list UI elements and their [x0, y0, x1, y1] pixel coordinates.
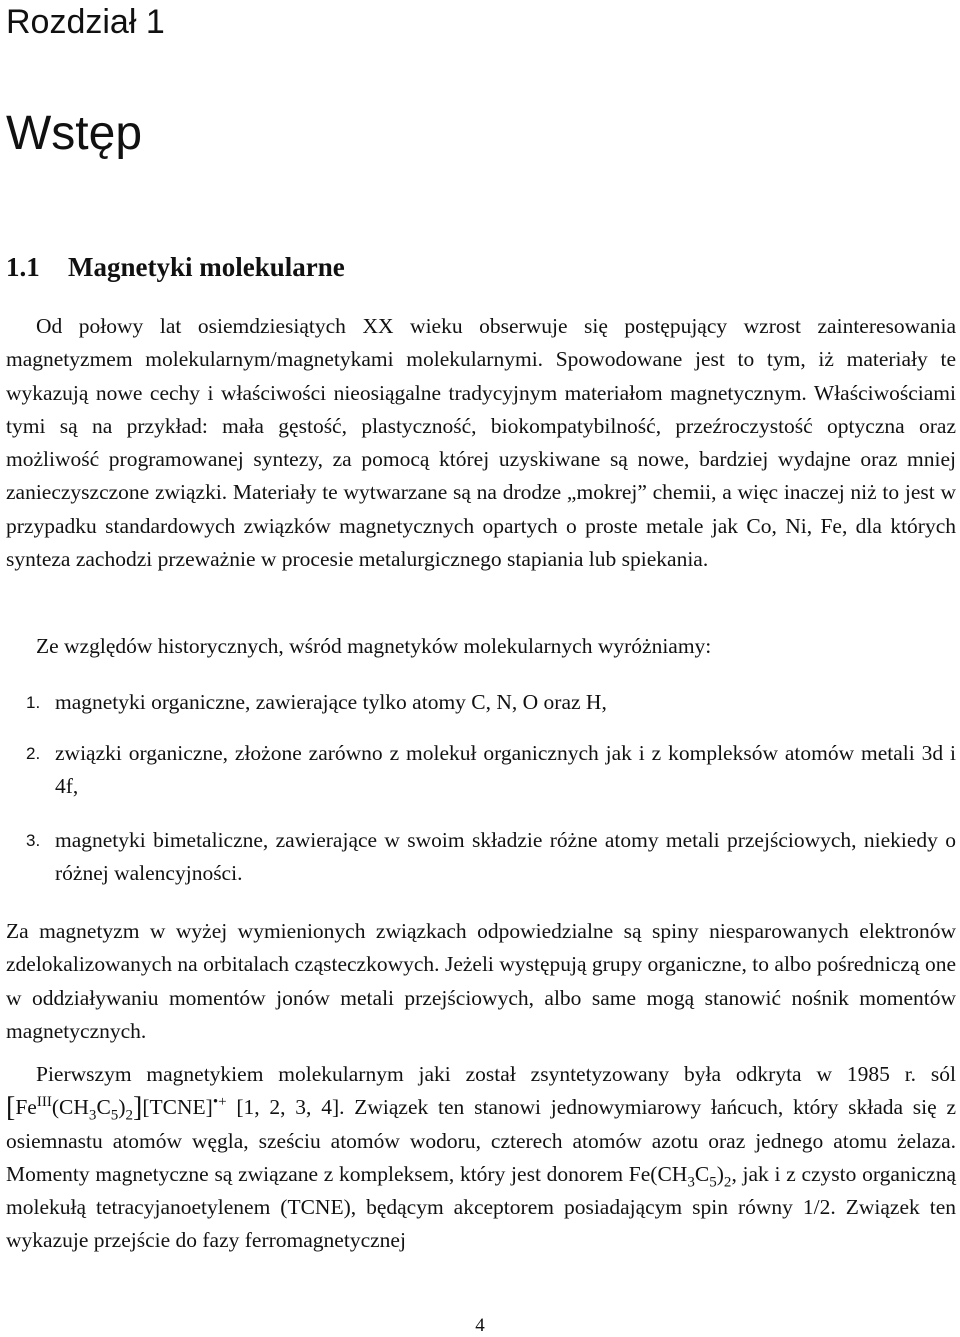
list-item-text: magnetyki organiczne, zawierające tylko atomy C, N, O oraz H, [55, 690, 607, 714]
paragraph-text: Pierwszym magnetykiem molekularnym jaki został zsyntetyzowany była odkryta w 1985 r. sól [36, 1062, 956, 1086]
list-item-text: magnetyki bimetaliczne, zawierające w swoim składzie różne atomy metali przejściowych, niekiedy o różnej walencyjności. [55, 828, 956, 886]
section-heading [6, 250, 345, 284]
list-item-number: 3. [26, 831, 41, 850]
chapter-title: Wstęp [6, 107, 143, 160]
chemical-formula: $[Fe^{III}(CH_3C_5)_2][TCNE]^{•+}$ [6, 1092, 227, 1124]
page-number: 4 [475, 1315, 485, 1336]
paragraph-classification: Ze względów historycznych, wśród magnetyków molekularnych wyróżniamy: [36, 634, 712, 658]
list-item-number: 1. [26, 693, 41, 712]
list-item [6, 824, 956, 891]
chapter-label: Rozdział 1 [6, 3, 165, 41]
list-item-number: 2. [26, 744, 41, 763]
paragraph-first-magnet [6, 1058, 956, 1258]
list-item [6, 737, 956, 804]
section-number: 1.1 [6, 252, 40, 282]
paragraph-text: , jak i z czysto organiczną molekułą tetracyjanoetylenem (TCNE), będącym akceptorem posiadającym spin równy 1/2. Związek ten wykazuje przejście do fazy ferromagnetycznej [6, 1161, 957, 1253]
paragraph-text: [1, 2, 3, 4]. Związek ten stanowi jednowymiarowy łańcuch, który składa się z osiemnastu atomów węgla, sześciu atomów wodoru, czterech atomów azotu oraz jednego atomu żelaza. Momenty magnetyczne są związane z kompleksem, który jest donorem [6, 1095, 956, 1186]
paragraph-intro: Od połowy lat osiemdziesiątych XX wieku obserwuje się postępujący wzrost zainteresowania magnetyzmem molekularnym/magnetykami molekularnymi. Spowodowane jest to tym, iż materiały te wykazują nowe cechy i właściwości nieosiągalne tradycyjnym materiałom magnetycznym. Właściwościami tymi są na przykład: mała gęstość, plastyczność, biokompatybilność, przeźroczystość optyczna oraz możliwość programowanej syntezy, za pomocą której uzyskiwane są nowe, bardziej wydajne oraz mniej zanieczyszczone związki. Materiały te wytwarzane są na drodze „mokrej” chemii, a więc inaczej niż to jest w przypadku standardowych związków magnetycznych opartych o proste metale jak Co, Ni, Fe, dla których synteza zachodzi przeważnie w procesie metalurgicznego stapiania lub spiekania. [6, 314, 956, 572]
chemical-formula: $Fe(CH_3C_5)_2$ [628, 1161, 732, 1191]
list-item [6, 686, 956, 719]
list-item-text: związki organiczne, złożone zarówno z molekuł organicznych jak i z kompleksów atomów metali 3d i 4f, [55, 741, 956, 799]
paragraph-magnetism-origin: Za magnetyzm w wyżej wymienionych związkach odpowiedzialne są spiny niesparowanych elektronów zdelokalizowanych na orbitalach cząsteczkowych. Jeżeli występują grupy organiczne, to albo pośredniczą one w oddziaływaniu momentów jonów metali przejściowych, albo same mogą stanowić nośnik momentów magnetycznych. [6, 919, 956, 1043]
section-title: Magnetyki molekularne [68, 252, 345, 282]
